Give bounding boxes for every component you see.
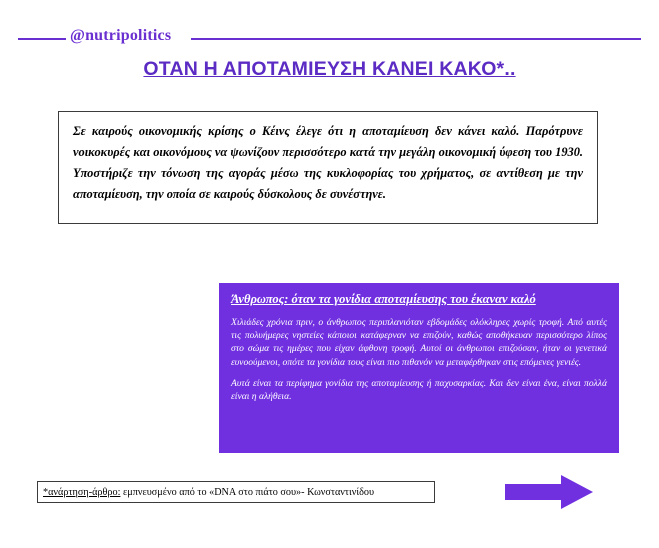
header-rule-right [191,38,641,40]
page-title: ΟΤΑΝ Η ΑΠΟΤΑΜΙΕΥΣΗ ΚΑΝΕΙ ΚΑΚΟ*.. [143,58,516,80]
account-handle: @nutripolitics [70,27,172,44]
header-rule-left [18,38,66,40]
footnote-label: *ανάρτηση-άρθρο: [43,486,121,498]
purple-callout-box [219,283,619,453]
purple-box-paragraph-1: Χιλιάδες χρόνια πριν, ο άνθρωπος περιπλανιόταν εβδομάδες ολόκληρες χωρίς τροφή. Από αυτές τις πολυήμερες νηστείες κάποιοι κατάφερναν να επιζούν, καθώς αποθήκευαν περισσότερο λίπος στο σώμα τις ημέρες που είχαν άφθονη τροφή. Αυτοί οι άνθρωποι επιζούσαν, ήταν οι γενετικά ευνοούμενοι, οπότε τα γονίδια τους είναι πιο πιθανόν να μεταφέρθηκαν στις επόμενες γενιές. [231,317,607,368]
footnote-text [38,487,374,498]
intro-paragraph: Σε καιρούς οικονομικής κρίσης ο Κέινς έλεγε ότι η αποταμίευση δεν κάνει καλό. Παρότρυνε νοικοκυρές και οικονόμους να ψωνίζουν περισσότερο κατά την μεγάλη οικονομική ύφεση του 1930. Υποστήριζε την τόνωση της αγοράς μέσω της κυκλοφορίας του χρήματος, σε αντίθεση με την αποταμίευση, την οποία σε καιρούς δύσκολους δε συνέστηνε. [73,124,583,201]
right-arrow-icon [505,473,595,511]
purple-box-heading: Άνθρωπος: όταν τα γονίδια αποταμίευσης του έκαναν καλό [231,292,536,306]
purple-box-paragraph-2: Αυτά είναι τα περίφημα γονίδια της αποταμίευσης ή παχυσαρκίας. Και δεν είναι ένα, είναι πολλά είναι η αλήθεια. [231,377,607,403]
footnote-body: εμπνευσμένο από το «DNA στο πιάτο σου»- Κωνσταντινίδου [120,486,375,498]
intro-text-box [58,111,598,224]
footnote-box [37,481,435,503]
